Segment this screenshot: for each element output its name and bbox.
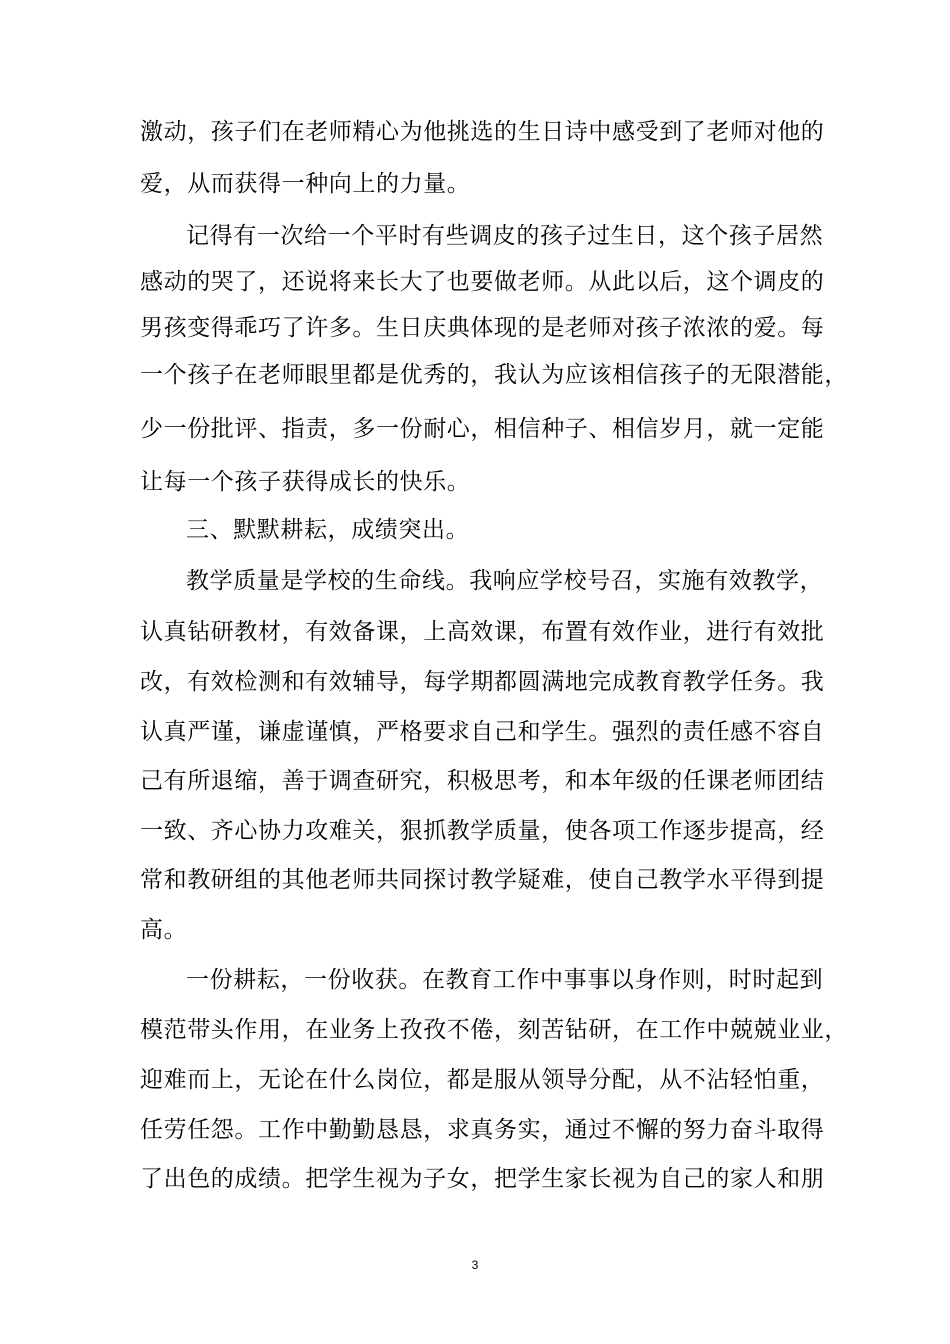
text-line: 爱，从而获得一种向上的力量。 [140,171,471,197]
paragraph-start-line: 记得有一次给一个平时有些调皮的孩子过生日，这个孩子居然 [186,223,824,249]
text-line: 男孩变得乖巧了许多。生日庆典体现的是老师对孩子浓浓的爱。每 [140,315,825,341]
text-line: 认真钻研教材，有效备课，上高效课，布置有效作业，进行有效批 [140,619,825,645]
paragraph-start-line: 一份耕耘，一份收获。在教育工作中事事以身作则，时时起到 [186,967,824,993]
section-heading: 三、默默耕耘，成绩突出。 [186,517,470,543]
text-line: 模范带头作用，在业务上孜孜不倦，刻苦钻研，在工作中兢兢业业， [140,1017,848,1043]
text-line: 认真严谨，谦虚谨慎，严格要求自己和学生。强烈的责任感不容自 [140,719,825,745]
text-line: 一致、齐心协力攻难关，狠抓教学质量，使各项工作逐步提高，经 [140,818,825,844]
text-line: 少一份批评、指责，多一份耐心，相信种子、相信岁月，就一定能 [140,416,825,442]
text-line: 一个孩子在老师眼里都是优秀的，我认为应该相信孩子的无限潜能， [140,362,848,388]
text-line: 常和教研组的其他老师共同探讨教学疑难，使自己教学水平得到提 [140,867,825,893]
text-line: 己有所退缩，善于调查研究，积极思考，和本年级的任课老师团结 [140,768,825,794]
text-line: 了出色的成绩。把学生视为子女，把学生家长视为自己的家人和朋 [140,1166,825,1192]
paragraph-start-line: 教学质量是学校的生命线。我响应学校号召，实施有效教学， [186,568,824,594]
text-line: 高。 [140,917,188,943]
text-line: 让每一个孩子获得成长的快乐。 [140,469,471,495]
text-line: 改，有效检测和有效辅导，每学期都圆满地完成教育教学任务。我 [140,669,825,695]
page-number: 3 [471,1258,479,1272]
text-line: 感动的哭了，还说将来长大了也要做老师。从此以后，这个调皮的 [140,269,825,295]
text-line: 任劳任怨。工作中勤勤恳恳，求真务实，通过不懈的努力奋斗取得 [140,1117,825,1143]
text-line: 迎难而上，无论在什么岗位，都是服从领导分配，从不沾轻怕重， [140,1067,825,1093]
text-line: 激动，孩子们在老师精心为他挑选的生日诗中感受到了老师对他的 [140,119,825,145]
